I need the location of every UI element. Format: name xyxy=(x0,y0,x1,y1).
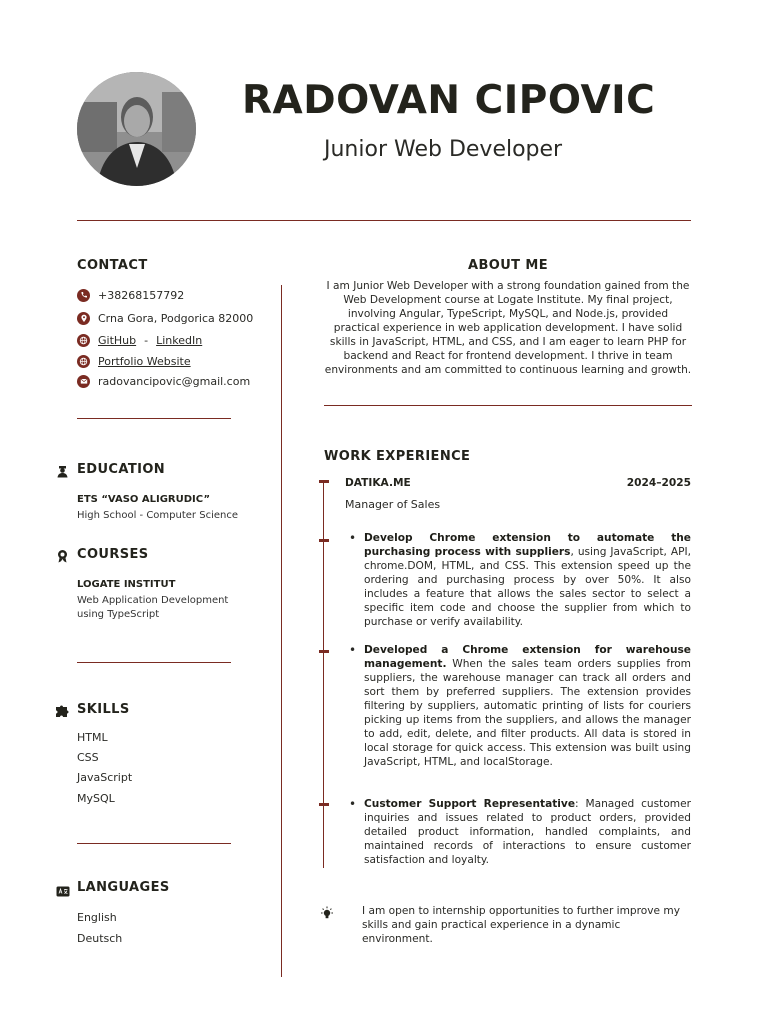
graduate-icon xyxy=(56,463,69,482)
work-position: Manager of Sales xyxy=(345,498,441,511)
envelope-icon xyxy=(77,375,90,388)
contact-address xyxy=(77,310,253,326)
work-bullet: • Developed a Chrome extension for warehouse management. When the sales team orders supplies from suppliers, the warehouse manager can track all orders and sort them by preferred suppliers. The extension provides filtering by suppliers, automatic printing of lists for couriers picking up items from the suppliers, and allows the manager to add, edit, delete, and filter products. All data is stored in local storage for quick access. This extension was built using JavaScript, HTML, and localStorage. xyxy=(349,643,691,768)
skill-item: HTML xyxy=(77,731,108,744)
work-heading: WORK EXPERIENCE xyxy=(324,449,471,464)
work-bullet: • Customer Support Representative: Managed customer inquiries and issues related to product orders, provided detailed product information, handled complaints, and maintained records of interactions to ensure customer satisfaction and loyalty. xyxy=(349,797,691,866)
skills-heading: SKILLS xyxy=(77,702,130,717)
skills-divider xyxy=(77,843,231,844)
candidate-name: RADOVAN CIPOVIC xyxy=(242,78,656,123)
portfolio-link[interactable]: Portfolio Website xyxy=(98,354,191,368)
bullet-text: , using JavaScript, API, chrome.DOM, HTML, and CSS. This extension speed up the ordering and purchasing process by over 50%. It also includes a feature that allows the sales sector to select a specific item code and choose the supplier from which to purchase or verify availability. xyxy=(364,546,691,628)
header-divider xyxy=(77,220,691,221)
phone-number: +38268157792 xyxy=(98,288,185,302)
column-divider xyxy=(281,285,282,977)
profile-photo-image xyxy=(77,72,196,186)
about-text: I am Junior Web Developer with a strong foundation gained from the Web Development course at Logate Institute. My final project, involving Angular, TypeScript, MySQL, and Node.js, provided practical experience in web application development. I have solid skills in JavaScript, HTML, and CSS, and I am eager to learn PHP for backend and React for frontend development. I thrive in team environments and am committed to continuous learning and growth. xyxy=(324,280,692,376)
about-heading: ABOUT ME xyxy=(468,258,548,273)
company-name: DATIKA.ME xyxy=(345,477,411,489)
language-item: Deutsch xyxy=(77,932,123,945)
bullet-highlight: Develop Chrome extension to automate the purchasing process with suppliers xyxy=(364,532,691,558)
contact-phone xyxy=(77,287,184,303)
bullet-highlight: Developed a Chrome extension for warehouse management. xyxy=(364,644,691,670)
skill-item: CSS xyxy=(77,751,99,764)
lightbulb-icon xyxy=(320,906,334,922)
timeline-tick xyxy=(319,650,329,653)
contact-divider xyxy=(77,418,231,419)
internship-note: I am open to internship opportunities to further improve my skills and gain practical experience in a dynamic environment. xyxy=(362,905,680,945)
contact-email xyxy=(77,373,250,389)
timeline-tick xyxy=(319,539,329,542)
globe-icon xyxy=(77,334,90,347)
about-divider xyxy=(324,405,692,406)
courses-heading: COURSES xyxy=(77,547,149,562)
education-school: ETS “VASO ALIGRUDIC” xyxy=(77,494,211,505)
email-address[interactable]: radovancipovic@gmail.com xyxy=(98,374,251,388)
language-item: English xyxy=(77,911,117,924)
timeline-tick xyxy=(319,480,329,483)
work-bullet: • Develop Chrome extension to automate the purchasing process with suppliers, using JavaScript, API, chrome.DOM, HTML, and CSS. This extension speed up the ordering and purchasing process by over 50%. It also includes a feature that allows the sales sector to select a specific item code and choose the supplier from which to purchase or verify availability. xyxy=(349,531,691,628)
puzzle-icon xyxy=(55,703,70,722)
skill-item: JavaScript xyxy=(77,771,133,784)
globe-icon xyxy=(77,355,90,368)
linkedin-link[interactable]: LinkedIn xyxy=(156,333,203,347)
course-program: Web Application Development using TypeScript xyxy=(77,595,229,620)
job-title: Junior Web Developer xyxy=(324,137,563,162)
language-icon xyxy=(56,882,70,901)
contact-profiles xyxy=(77,332,202,348)
location-pin-icon xyxy=(77,312,90,325)
profile-photo xyxy=(77,72,196,186)
skill-item: MySQL xyxy=(77,792,115,805)
github-link[interactable]: GitHub xyxy=(98,333,137,347)
education-heading: EDUCATION xyxy=(77,462,166,477)
award-badge-icon xyxy=(56,548,69,567)
contact-portfolio xyxy=(77,353,191,369)
work-years: 2024–2025 xyxy=(626,477,691,489)
bullet-text: : Managed customer inquiries and issues related to product orders, provided detailed product information, handled complaints, and maintained records of interactions to ensure customer satisfaction and loyalty. xyxy=(364,798,691,866)
courses-divider xyxy=(77,662,231,663)
bullet-highlight: Customer Support Representative xyxy=(364,798,576,810)
phone-icon xyxy=(77,289,90,302)
bullet-text: When the sales team orders supplies from suppliers, the warehouse manager can track all orders and sort them by preferred suppliers. The extension provides filtering by suppliers, automatic printing of lists for couriers picking up items from the suppliers, and allows the manager to add, edit, delete, and filter products. All data is stored in local storage for quick access. This extension was built using JavaScript, HTML, and localStorage. xyxy=(364,658,691,768)
education-program: High School - Computer Science xyxy=(77,510,238,521)
address-text: Crna Gora, Podgorica 82000 xyxy=(98,311,254,325)
languages-heading: LANGUAGES xyxy=(77,880,170,895)
timeline-tick xyxy=(319,803,329,806)
course-school: LOGATE INSTITUT xyxy=(77,579,176,590)
contact-heading: CONTACT xyxy=(77,258,148,273)
link-separator: - xyxy=(144,333,149,347)
